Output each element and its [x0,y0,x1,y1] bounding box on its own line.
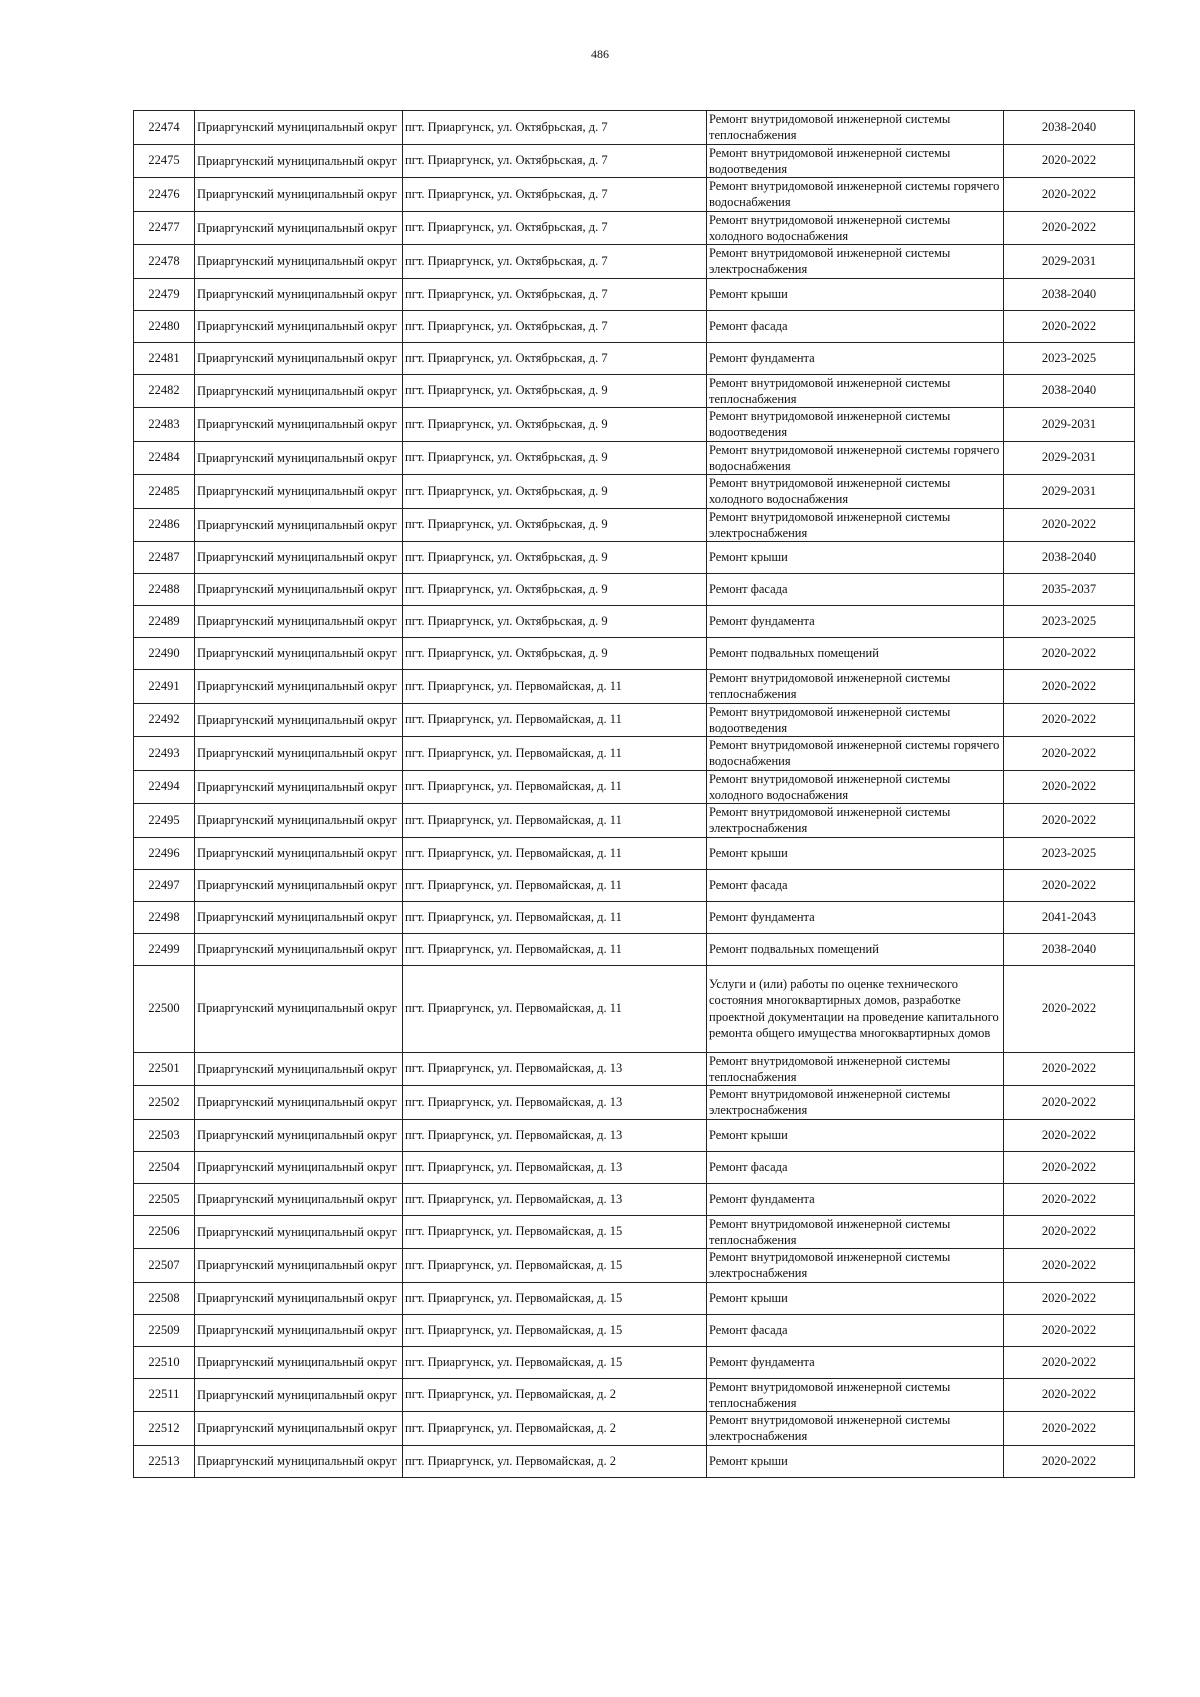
table-row [134,1183,1135,1215]
table-row [134,770,1135,804]
row-number-cell: 22508 [134,1282,195,1314]
work-type-cell: Ремонт фундамента [707,342,1004,374]
municipality-cell: Приаргунский муниципальный округ [195,837,403,869]
work-type-cell: Ремонт фундамента [707,1346,1004,1378]
period-cell: 2020-2022 [1004,1412,1135,1446]
period-cell: 2020-2022 [1004,703,1135,737]
period-cell: 2020-2022 [1004,638,1135,670]
address-cell: пгт. Приаргунск, ул. Первомайская, д. 11 [403,737,707,771]
table-row [134,178,1135,212]
repair-schedule-table [133,110,1135,1478]
period-cell: 2035-2037 [1004,574,1135,606]
row-number-cell: 22476 [134,178,195,212]
table-row [134,965,1135,1052]
row-number-cell: 22481 [134,342,195,374]
period-cell: 2038-2040 [1004,111,1135,145]
municipality-cell: Приаргунский муниципальный округ [195,606,403,638]
municipality-cell: Приаргунский муниципальный округ [195,1412,403,1446]
work-type-cell: Ремонт крыши [707,837,1004,869]
period-cell: 2029-2031 [1004,408,1135,442]
period-cell: 2038-2040 [1004,278,1135,310]
work-type-cell: Ремонт внутридомовой инженерной системы водоотведения [707,408,1004,442]
work-type-cell: Ремонт внутридомовой инженерной системы электроснабжения [707,804,1004,838]
table-row [134,508,1135,542]
row-number-cell: 22506 [134,1215,195,1249]
municipality-cell: Приаргунский муниципальный округ [195,508,403,542]
address-cell: пгт. Приаргунск, ул. Первомайская, д. 11 [403,670,707,704]
table-row [134,1346,1135,1378]
period-cell: 2029-2031 [1004,245,1135,279]
address-cell: пгт. Приаргунск, ул. Первомайская, д. 11 [403,869,707,901]
municipality-cell: Приаргунский муниципальный округ [195,638,403,670]
municipality-cell: Приаргунский муниципальный округ [195,1378,403,1412]
work-type-cell: Ремонт внутридомовой инженерной системы электроснабжения [707,1086,1004,1120]
table-row [134,1378,1135,1412]
row-number-cell: 22504 [134,1151,195,1183]
period-cell: 2023-2025 [1004,837,1135,869]
row-number-cell: 22510 [134,1346,195,1378]
row-number-cell: 22477 [134,211,195,245]
work-type-cell: Ремонт внутридомовой инженерной системы электроснабжения [707,1412,1004,1446]
table-row [134,111,1135,145]
period-cell: 2020-2022 [1004,1282,1135,1314]
municipality-cell: Приаргунский муниципальный округ [195,1183,403,1215]
table-row [134,342,1135,374]
table-body [134,111,1135,1478]
municipality-cell: Приаргунский муниципальный округ [195,408,403,442]
address-cell: пгт. Приаргунск, ул. Первомайская, д. 13 [403,1183,707,1215]
work-type-cell: Ремонт фундамента [707,1183,1004,1215]
work-type-cell: Ремонт крыши [707,1119,1004,1151]
period-cell: 2023-2025 [1004,342,1135,374]
table-row [134,869,1135,901]
work-type-cell: Ремонт фасада [707,869,1004,901]
address-cell: пгт. Приаргунск, ул. Октябрьская, д. 9 [403,475,707,509]
table-row [134,245,1135,279]
address-cell: пгт. Приаргунск, ул. Первомайская, д. 15 [403,1282,707,1314]
row-number-cell: 22513 [134,1445,195,1477]
municipality-cell: Приаргунский муниципальный округ [195,901,403,933]
work-type-cell: Ремонт внутридомовой инженерной системы теплоснабжения [707,670,1004,704]
municipality-cell: Приаргунский муниципальный округ [195,869,403,901]
period-cell: 2038-2040 [1004,374,1135,408]
municipality-cell: Приаргунский муниципальный округ [195,441,403,475]
municipality-cell: Приаргунский муниципальный округ [195,770,403,804]
address-cell: пгт. Приаргунск, ул. Октябрьская, д. 9 [403,606,707,638]
table-row [134,606,1135,638]
address-cell: пгт. Приаргунск, ул. Октябрьская, д. 9 [403,508,707,542]
row-number-cell: 22488 [134,574,195,606]
municipality-cell: Приаргунский муниципальный округ [195,1249,403,1283]
period-cell: 2029-2031 [1004,441,1135,475]
address-cell: пгт. Приаргунск, ул. Первомайская, д. 11 [403,965,707,1052]
work-type-cell: Ремонт крыши [707,278,1004,310]
period-cell: 2020-2022 [1004,965,1135,1052]
table-row [134,211,1135,245]
table-row [134,1249,1135,1283]
row-number-cell: 22489 [134,606,195,638]
table-row [134,144,1135,178]
municipality-cell: Приаргунский муниципальный округ [195,111,403,145]
period-cell: 2020-2022 [1004,804,1135,838]
row-number-cell: 22507 [134,1249,195,1283]
row-number-cell: 22494 [134,770,195,804]
address-cell: пгт. Приаргунск, ул. Октябрьская, д. 7 [403,144,707,178]
table-row [134,475,1135,509]
municipality-cell: Приаргунский муниципальный округ [195,342,403,374]
row-number-cell: 22509 [134,1314,195,1346]
municipality-cell: Приаргунский муниципальный округ [195,965,403,1052]
period-cell: 2020-2022 [1004,1151,1135,1183]
table-row [134,574,1135,606]
address-cell: пгт. Приаргунск, ул. Первомайская, д. 2 [403,1412,707,1446]
work-type-cell: Ремонт внутридомовой инженерной системы горячего водоснабжения [707,737,1004,771]
work-type-cell: Ремонт внутридомовой инженерной системы теплоснабжения [707,1215,1004,1249]
municipality-cell: Приаргунский муниципальный округ [195,278,403,310]
address-cell: пгт. Приаргунск, ул. Октябрьская, д. 9 [403,408,707,442]
period-cell: 2020-2022 [1004,1052,1135,1086]
page-number: 486 [591,47,609,61]
row-number-cell: 22490 [134,638,195,670]
period-cell: 2020-2022 [1004,1215,1135,1249]
work-type-cell: Ремонт внутридомовой инженерной системы теплоснабжения [707,374,1004,408]
work-type-cell: Ремонт внутридомовой инженерной системы горячего водоснабжения [707,178,1004,212]
table-row [134,737,1135,771]
work-type-cell: Ремонт фундамента [707,901,1004,933]
address-cell: пгт. Приаргунск, ул. Первомайская, д. 15 [403,1249,707,1283]
table-row [134,1314,1135,1346]
period-cell: 2020-2022 [1004,211,1135,245]
period-cell: 2020-2022 [1004,310,1135,342]
table-row [134,1052,1135,1086]
period-cell: 2020-2022 [1004,178,1135,212]
municipality-cell: Приаргунский муниципальный округ [195,703,403,737]
table-row [134,933,1135,965]
table-row [134,1086,1135,1120]
period-cell: 2020-2022 [1004,1249,1135,1283]
table-row [134,408,1135,442]
work-type-cell: Ремонт фасада [707,574,1004,606]
work-type-cell: Ремонт фасада [707,1151,1004,1183]
period-cell: 2020-2022 [1004,1378,1135,1412]
municipality-cell: Приаргунский муниципальный округ [195,1151,403,1183]
work-type-cell: Ремонт внутридомовой инженерной системы теплоснабжения [707,111,1004,145]
row-number-cell: 22491 [134,670,195,704]
address-cell: пгт. Приаргунск, ул. Первомайская, д. 13 [403,1119,707,1151]
address-cell: пгт. Приаргунск, ул. Октябрьская, д. 9 [403,542,707,574]
work-type-cell: Ремонт крыши [707,1282,1004,1314]
row-number-cell: 22484 [134,441,195,475]
address-cell: пгт. Приаргунск, ул. Октябрьская, д. 7 [403,111,707,145]
municipality-cell: Приаргунский муниципальный округ [195,1119,403,1151]
table-row [134,1412,1135,1446]
row-number-cell: 22486 [134,508,195,542]
table-row [134,1445,1135,1477]
table-row [134,310,1135,342]
period-cell: 2020-2022 [1004,1346,1135,1378]
period-cell: 2020-2022 [1004,1183,1135,1215]
work-type-cell: Ремонт внутридомовой инженерной системы водоотведения [707,703,1004,737]
period-cell: 2023-2025 [1004,606,1135,638]
table-row [134,441,1135,475]
table-row [134,1282,1135,1314]
work-type-cell: Ремонт фундамента [707,606,1004,638]
address-cell: пгт. Приаргунск, ул. Октябрьская, д. 9 [403,374,707,408]
table-row [134,804,1135,838]
municipality-cell: Приаргунский муниципальный округ [195,804,403,838]
municipality-cell: Приаргунский муниципальный округ [195,144,403,178]
work-type-cell: Ремонт фасада [707,1314,1004,1346]
address-cell: пгт. Приаргунск, ул. Первомайская, д. 11 [403,837,707,869]
municipality-cell: Приаргунский муниципальный округ [195,1052,403,1086]
row-number-cell: 22480 [134,310,195,342]
address-cell: пгт. Приаргунск, ул. Первомайская, д. 13 [403,1052,707,1086]
row-number-cell: 22497 [134,869,195,901]
row-number-cell: 22479 [134,278,195,310]
address-cell: пгт. Приаргунск, ул. Первомайская, д. 15 [403,1215,707,1249]
municipality-cell: Приаргунский муниципальный округ [195,1445,403,1477]
municipality-cell: Приаргунский муниципальный округ [195,933,403,965]
table-row [134,374,1135,408]
municipality-cell: Приаргунский муниципальный округ [195,1215,403,1249]
row-number-cell: 22498 [134,901,195,933]
period-cell: 2041-2043 [1004,901,1135,933]
table-row [134,638,1135,670]
municipality-cell: Приаргунский муниципальный округ [195,1282,403,1314]
row-number-cell: 22499 [134,933,195,965]
address-cell: пгт. Приаргунск, ул. Первомайская, д. 15 [403,1346,707,1378]
work-type-cell: Ремонт крыши [707,1445,1004,1477]
address-cell: пгт. Приаргунск, ул. Октябрьская, д. 7 [403,310,707,342]
row-number-cell: 22482 [134,374,195,408]
work-type-cell: Ремонт подвальных помещений [707,638,1004,670]
work-type-cell: Ремонт внутридомовой инженерной системы теплоснабжения [707,1378,1004,1412]
work-type-cell: Ремонт внутридомовой инженерной системы электроснабжения [707,1249,1004,1283]
municipality-cell: Приаргунский муниципальный округ [195,1086,403,1120]
period-cell: 2038-2040 [1004,933,1135,965]
work-type-cell: Ремонт внутридомовой инженерной системы холодного водоснабжения [707,770,1004,804]
municipality-cell: Приаргунский муниципальный округ [195,737,403,771]
work-type-cell: Ремонт внутридомовой инженерной системы холодного водоснабжения [707,475,1004,509]
row-number-cell: 22492 [134,703,195,737]
municipality-cell: Приаргунский муниципальный округ [195,310,403,342]
table-row [134,901,1135,933]
work-type-cell: Ремонт внутридомовой инженерной системы электроснабжения [707,508,1004,542]
municipality-cell: Приаргунский муниципальный округ [195,1314,403,1346]
address-cell: пгт. Приаргунск, ул. Первомайская, д. 11 [403,703,707,737]
row-number-cell: 22502 [134,1086,195,1120]
work-type-cell: Услуги и (или) работы по оценке технического состояния многоквартирных домов, разработке проектной документации на проведение капитального ремонта общего имущества многоквартирных домов [707,965,1004,1052]
table-row [134,542,1135,574]
table-row [134,670,1135,704]
address-cell: пгт. Приаргунск, ул. Первомайская, д. 11 [403,770,707,804]
row-number-cell: 22500 [134,965,195,1052]
table-row [134,703,1135,737]
address-cell: пгт. Приаргунск, ул. Октябрьская, д. 9 [403,638,707,670]
address-cell: пгт. Приаргунск, ул. Октябрьская, д. 7 [403,278,707,310]
row-number-cell: 22483 [134,408,195,442]
work-type-cell: Ремонт фасада [707,310,1004,342]
row-number-cell: 22512 [134,1412,195,1446]
municipality-cell: Приаргунский муниципальный округ [195,670,403,704]
period-cell: 2020-2022 [1004,770,1135,804]
municipality-cell: Приаргунский муниципальный округ [195,374,403,408]
table-row [134,1151,1135,1183]
row-number-cell: 22501 [134,1052,195,1086]
table-row [134,1119,1135,1151]
table-row [134,278,1135,310]
period-cell: 2020-2022 [1004,869,1135,901]
work-type-cell: Ремонт внутридомовой инженерной системы электроснабжения [707,245,1004,279]
row-number-cell: 22478 [134,245,195,279]
address-cell: пгт. Приаргунск, ул. Первомайская, д. 13 [403,1151,707,1183]
row-number-cell: 22496 [134,837,195,869]
period-cell: 2020-2022 [1004,1119,1135,1151]
work-type-cell: Ремонт крыши [707,542,1004,574]
work-type-cell: Ремонт внутридомовой инженерной системы холодного водоснабжения [707,211,1004,245]
address-cell: пгт. Приаргунск, ул. Октябрьская, д. 7 [403,245,707,279]
address-cell: пгт. Приаргунск, ул. Октябрьская, д. 7 [403,178,707,212]
address-cell: пгт. Приаргунск, ул. Первомайская, д. 15 [403,1314,707,1346]
municipality-cell: Приаргунский муниципальный округ [195,178,403,212]
address-cell: пгт. Приаргунск, ул. Первомайская, д. 11 [403,804,707,838]
table-row [134,837,1135,869]
period-cell: 2020-2022 [1004,1445,1135,1477]
address-cell: пгт. Приаргунск, ул. Октябрьская, д. 9 [403,574,707,606]
municipality-cell: Приаргунский муниципальный округ [195,245,403,279]
period-cell: 2020-2022 [1004,1086,1135,1120]
period-cell: 2038-2040 [1004,542,1135,574]
address-cell: пгт. Приаргунск, ул. Октябрьская, д. 9 [403,441,707,475]
work-type-cell: Ремонт внутридомовой инженерной системы теплоснабжения [707,1052,1004,1086]
row-number-cell: 22493 [134,737,195,771]
period-cell: 2020-2022 [1004,737,1135,771]
row-number-cell: 22475 [134,144,195,178]
municipality-cell: Приаргунский муниципальный округ [195,475,403,509]
address-cell: пгт. Приаргунск, ул. Первомайская, д. 2 [403,1445,707,1477]
period-cell: 2020-2022 [1004,144,1135,178]
row-number-cell: 22474 [134,111,195,145]
address-cell: пгт. Приаргунск, ул. Первомайская, д. 2 [403,1378,707,1412]
period-cell: 2020-2022 [1004,1314,1135,1346]
period-cell: 2029-2031 [1004,475,1135,509]
row-number-cell: 22505 [134,1183,195,1215]
address-cell: пгт. Приаргунск, ул. Первомайская, д. 13 [403,1086,707,1120]
municipality-cell: Приаргунский муниципальный округ [195,574,403,606]
address-cell: пгт. Приаргунск, ул. Первомайская, д. 11 [403,933,707,965]
row-number-cell: 22485 [134,475,195,509]
row-number-cell: 22511 [134,1378,195,1412]
address-cell: пгт. Приаргунск, ул. Октябрьская, д. 7 [403,211,707,245]
municipality-cell: Приаргунский муниципальный округ [195,211,403,245]
row-number-cell: 22503 [134,1119,195,1151]
period-cell: 2020-2022 [1004,508,1135,542]
work-type-cell: Ремонт внутридомовой инженерной системы водоотведения [707,144,1004,178]
address-cell: пгт. Приаргунск, ул. Первомайская, д. 11 [403,901,707,933]
work-type-cell: Ремонт внутридомовой инженерной системы горячего водоснабжения [707,441,1004,475]
address-cell: пгт. Приаргунск, ул. Октябрьская, д. 7 [403,342,707,374]
work-type-cell: Ремонт подвальных помещений [707,933,1004,965]
row-number-cell: 22495 [134,804,195,838]
municipality-cell: Приаргунский муниципальный округ [195,1346,403,1378]
row-number-cell: 22487 [134,542,195,574]
period-cell: 2020-2022 [1004,670,1135,704]
municipality-cell: Приаргунский муниципальный округ [195,542,403,574]
table-row [134,1215,1135,1249]
